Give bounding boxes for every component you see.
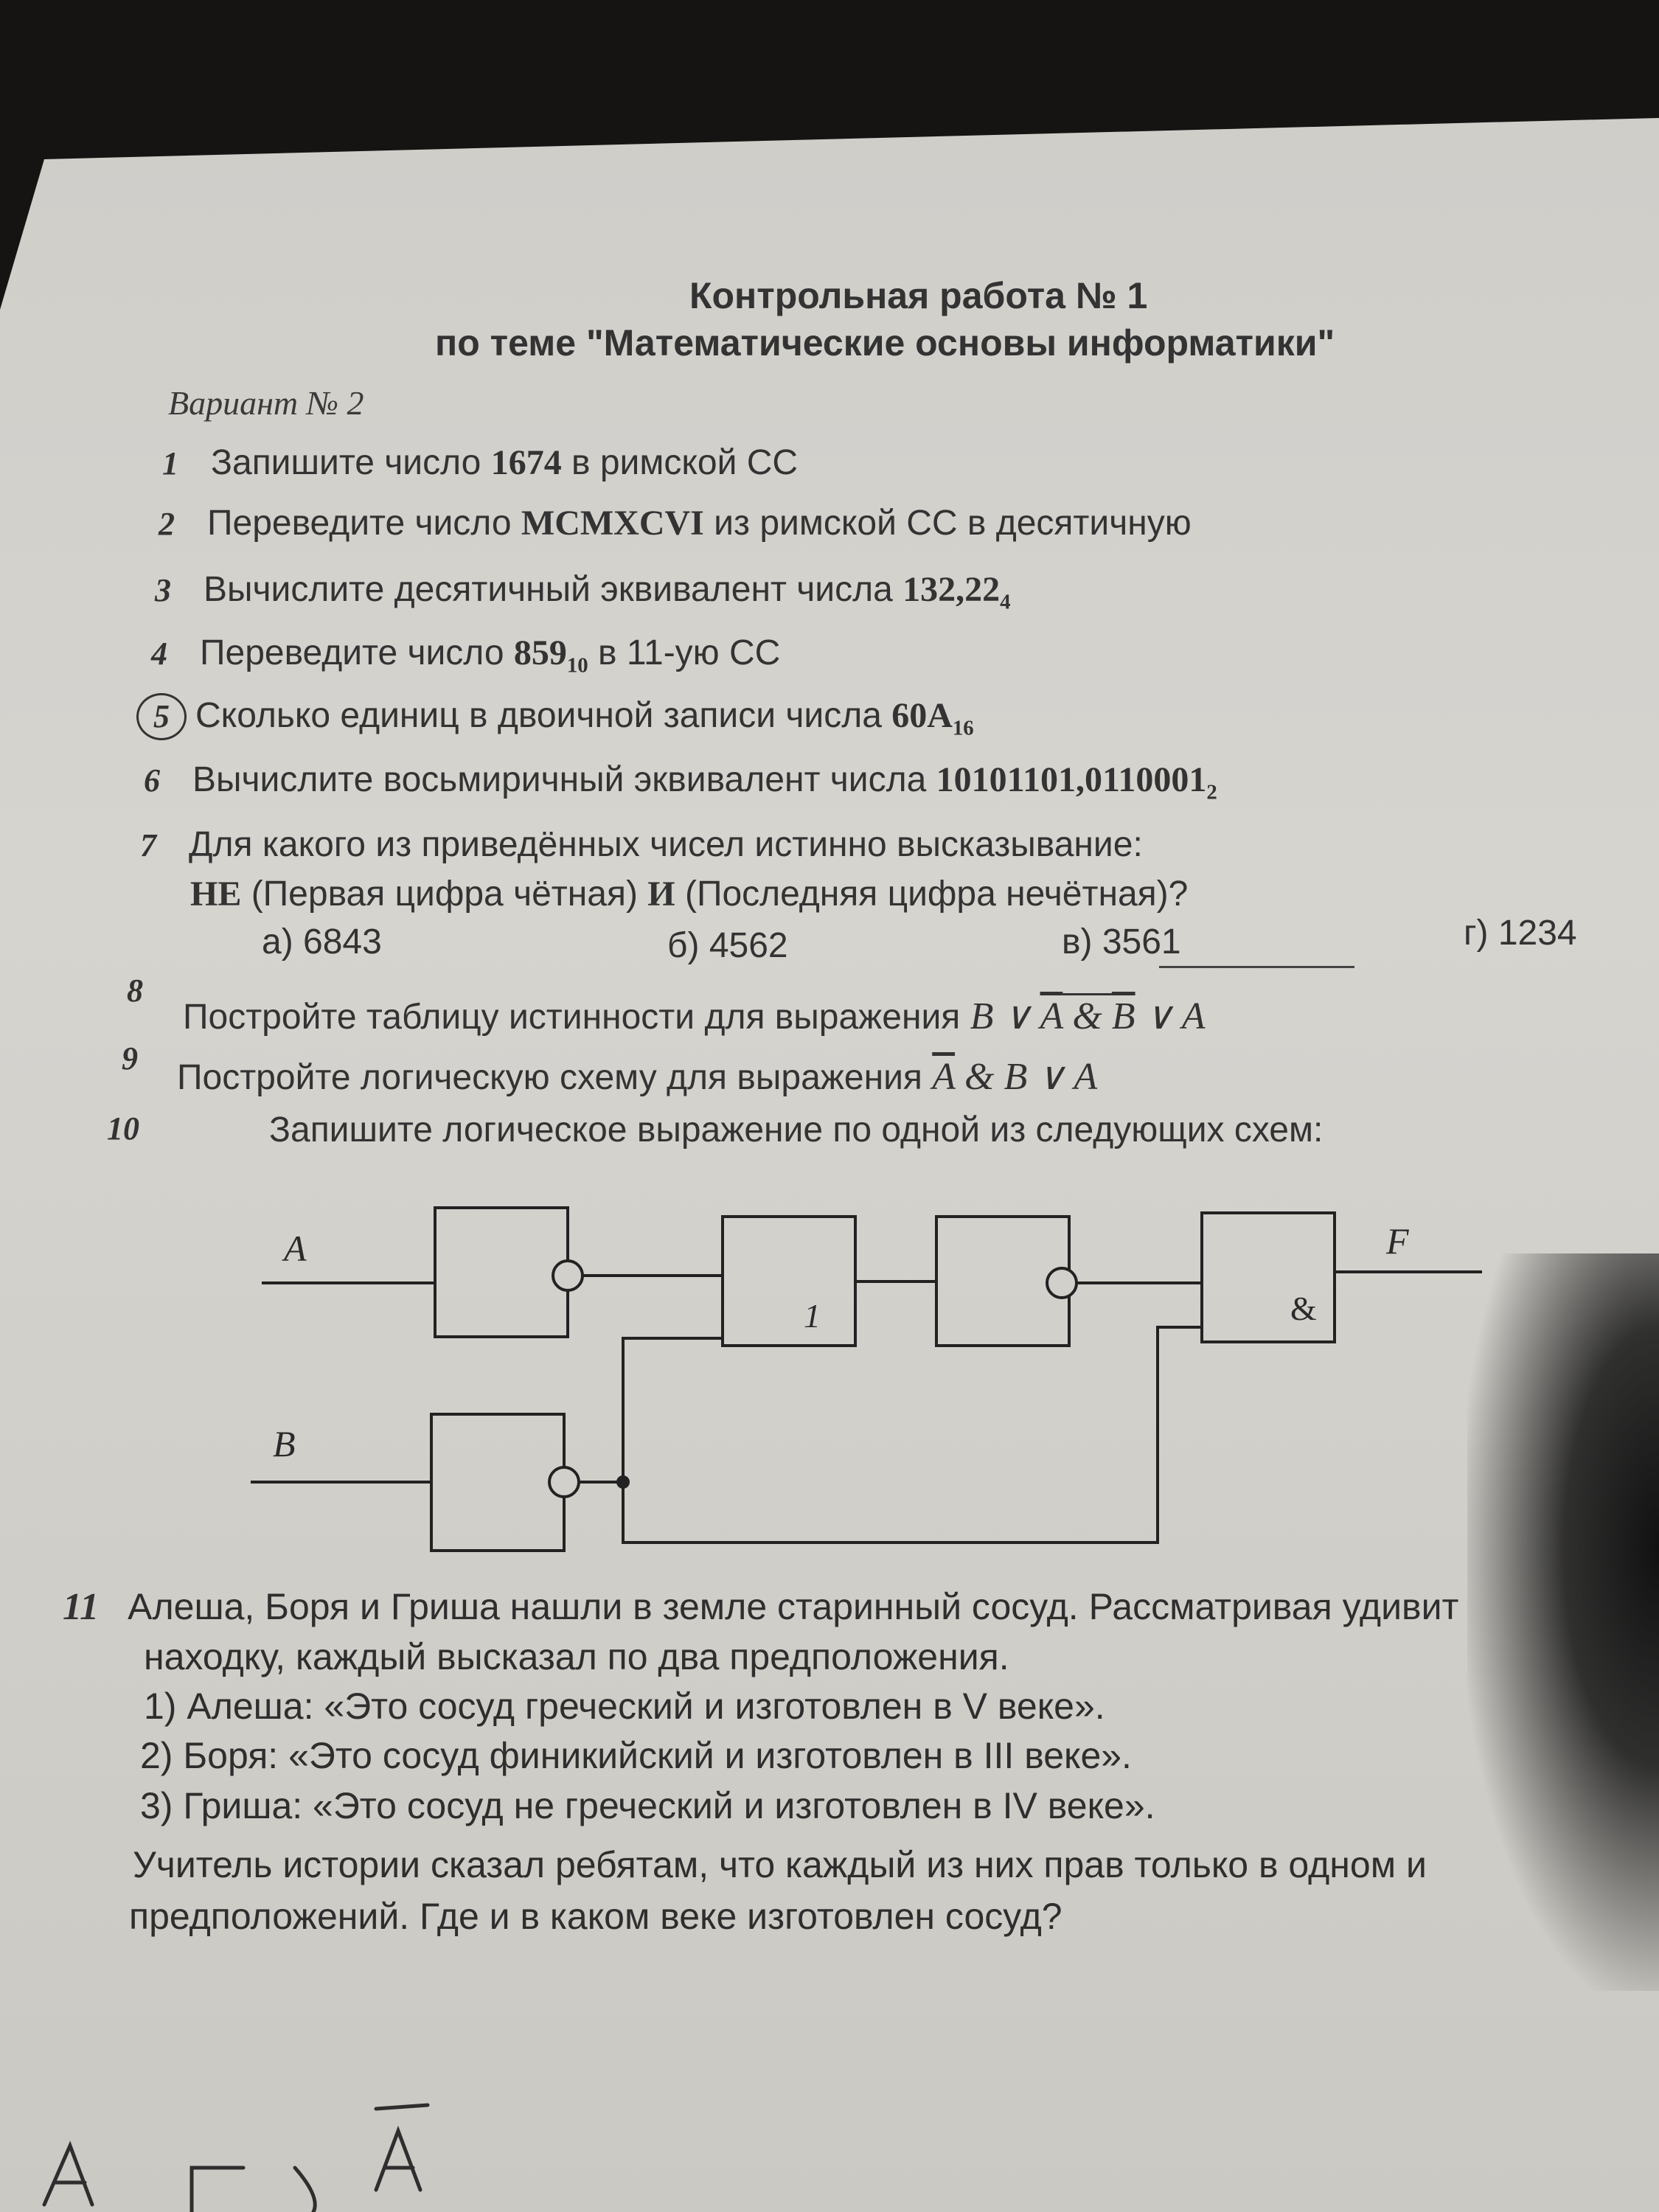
wire-notb-to-and	[623, 1327, 1202, 1543]
task-number-11: 11	[63, 1586, 100, 1628]
task-11-first-line	[63, 1585, 1458, 1629]
task-text: Запишите число 1674 в римской СС	[211, 443, 799, 482]
variant-label: Вариант № 2	[168, 384, 364, 422]
task-text: Переведите число MCMXCVI из римской СС в десятичную	[207, 504, 1192, 543]
option-b: б) 4562	[667, 926, 788, 965]
task-text: Переведите число $859_{10}$ в 11-ую СС	[200, 633, 781, 678]
not-gate-b	[431, 1414, 564, 1551]
title-line-1: Контрольная работа № 1	[689, 275, 1148, 316]
task-2	[159, 503, 1192, 543]
task-5	[136, 693, 974, 741]
task-6	[144, 759, 1217, 805]
task-8	[183, 994, 1205, 1038]
title-line-2: по теме "Математические основы информатики"	[435, 322, 1335, 364]
task-11-line-7: предположений. Где и в каком веке изготовлен сосуд?	[129, 1896, 1062, 1937]
task-text: Постройте таблицу истинности для выражения	[183, 998, 970, 1037]
label-input-b: B	[273, 1423, 296, 1464]
label-input-a: A	[284, 1228, 307, 1269]
task-number: 4	[151, 636, 167, 672]
label-output-f: F	[1386, 1220, 1409, 1262]
task-number-8: 8	[127, 973, 143, 1009]
task-number: 7	[140, 827, 156, 863]
task-number: 1	[162, 445, 178, 481]
not-gate-a	[435, 1208, 568, 1337]
task-1	[162, 442, 798, 483]
task-number: 6	[144, 762, 160, 799]
handwritten-scribble	[29, 2065, 472, 2212]
option-g: г) 1234	[1464, 914, 1577, 953]
task-9	[177, 1054, 1097, 1099]
hand-underline	[1159, 966, 1354, 968]
inversion-bubble-3	[1047, 1268, 1077, 1298]
or-gate	[723, 1217, 855, 1346]
or-gate-label: 1	[804, 1297, 821, 1335]
junction-dot	[616, 1475, 630, 1489]
task-number: 2	[159, 506, 175, 542]
task-text: Для какого из приведённых чисел истинно высказывание:	[189, 825, 1143, 864]
task-11-line-1: Алеша, Боря и Гриша нашли в земле старинный сосуд. Рассматривая удивит	[128, 1586, 1459, 1627]
task-11-line-4: 2) Боря: «Это сосуд финикийский и изготовлен в III веке».	[140, 1735, 1132, 1776]
inversion-bubble-b	[549, 1467, 579, 1497]
task-10-text: Запишите логическое выражение по одной из следующих схем:	[269, 1110, 1324, 1150]
task-number-10: 10	[107, 1110, 139, 1147]
task-11-line-5: 3) Гриша: «Это сосуд не греческий и изготовлен в IV веке».	[140, 1785, 1155, 1826]
task-4	[151, 633, 780, 678]
expression-8: B ∨ A & B ∨ A	[970, 995, 1206, 1037]
task-text: Вычислите восьмиричный эквивалент числа $10101101,0110001_2$	[192, 760, 1217, 804]
task-7	[140, 824, 1143, 865]
and-gate-label: &	[1290, 1290, 1317, 1327]
task-7-condition: НЕ (Первая цифра чётная) И (Последняя цифра нечётная)?	[190, 874, 1189, 914]
task-number-9: 9	[122, 1040, 138, 1077]
wire-notb-to-or	[623, 1338, 723, 1482]
task-number: 3	[155, 572, 171, 608]
option-a: а) 6843	[262, 922, 382, 961]
task-text: Вычислите десятичный эквивалент числа $132,22_4$	[204, 570, 1011, 614]
logic-scheme	[236, 1180, 1504, 1563]
task-text: Сколько единиц в двоичной записи числа $60A_{16}$	[195, 696, 974, 740]
task-11-line-2: находку, каждый высказал по два предположения.	[144, 1636, 1009, 1677]
option-v: в) 3561	[1062, 922, 1181, 961]
task-number-circled: 5	[136, 693, 187, 740]
expression-9: $\overline{A}$ & B ∨ A	[932, 1056, 1098, 1098]
task-11-line-6: Учитель истории сказал ребятам, что каждый из них прав только в одном и	[133, 1844, 1427, 1885]
inversion-bubble-a	[553, 1261, 582, 1290]
task-11-line-3: 1) Алеша: «Это сосуд греческий и изготовлен в V веке».	[144, 1686, 1105, 1727]
task-3	[155, 569, 1011, 615]
task-text: Постройте логическую схему для выражения	[177, 1058, 933, 1097]
